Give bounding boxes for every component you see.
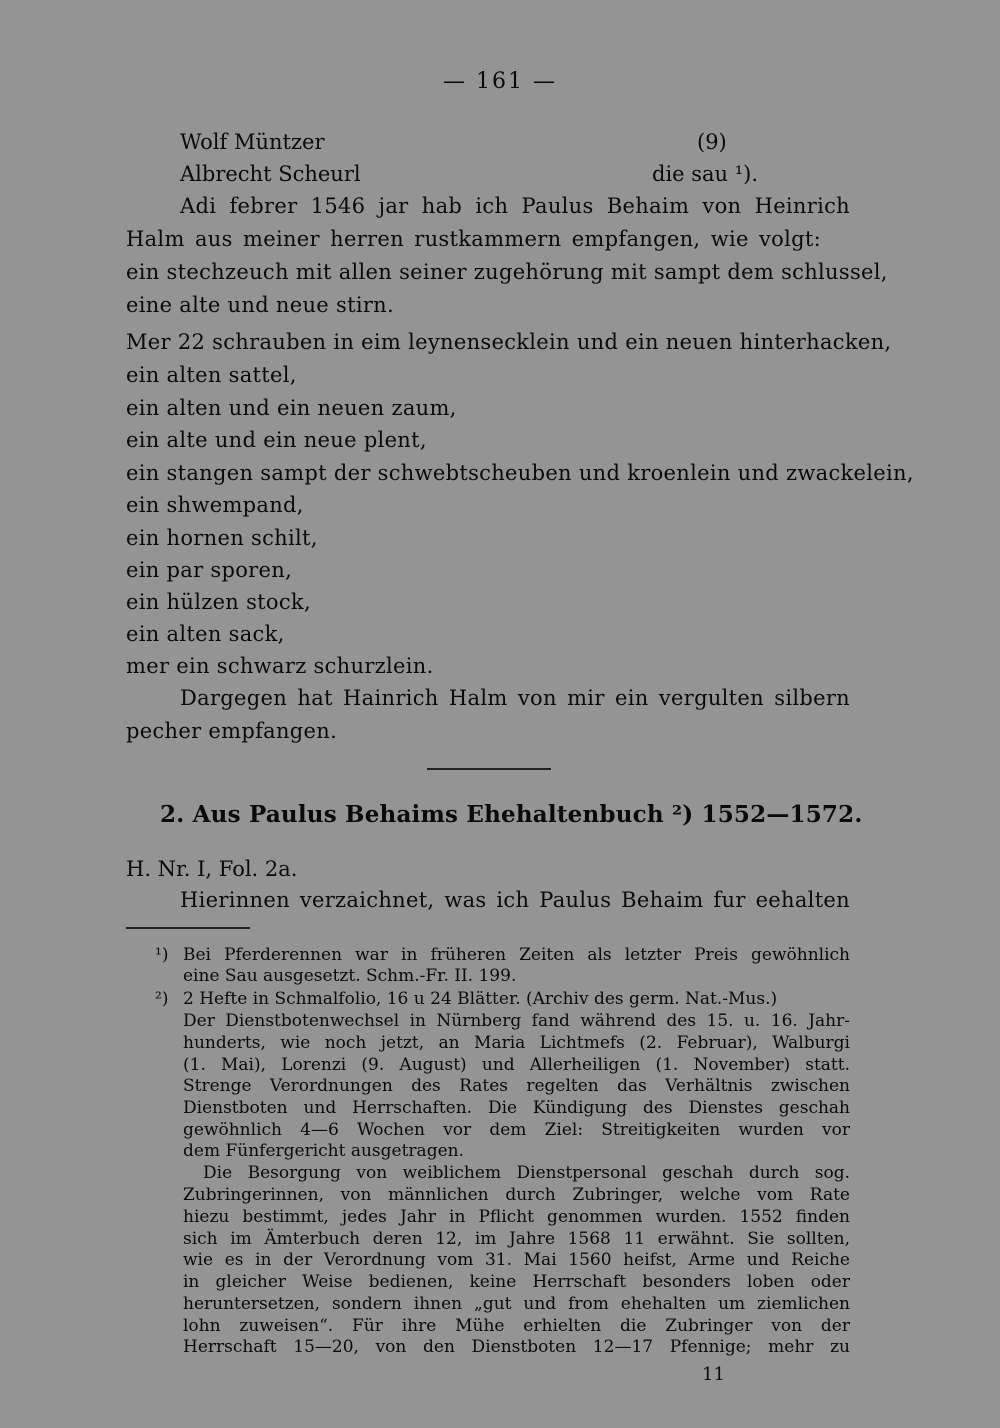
body-line: Adi febrer 1546 jar hab ich Paulus Behaim von Heinrich	[180, 194, 850, 218]
footnote-2-line: sich im Ämterbuch deren 12, im Jahre 1568 11 erwähnt. Sie sollten,	[183, 1229, 850, 1249]
body-line: eine alte und neue stirn.	[126, 293, 394, 317]
footnote-1-text: Bei Pferderennen war in früheren Zeiten als letzter Preis gewöhnlich	[183, 945, 850, 965]
body-line: ein alten sack,	[126, 622, 285, 646]
footnote-2-text: 2 Hefte in Schmalfolio, 16 u 24 Blätter. (Archiv des germ. Nat.-Mus.)	[183, 989, 778, 1009]
footnote-2-line: Der Dienstbotenwechsel in Nürnberg fand während des 15. u. 16. Jahr-	[183, 1011, 850, 1031]
section-divider	[427, 768, 551, 770]
footnote-2-line: hiezu bestimmt, jedes Jahr in Pflicht genommen wurden. 1552 finden	[183, 1207, 850, 1227]
footnote-2-line: Dienstboten und Herrschaften. Die Kündigung des Dienstes geschah	[183, 1098, 850, 1118]
body-line: pecher empfangen.	[126, 719, 338, 743]
body-line: ein hornen schilt,	[126, 526, 318, 550]
footnote-2-line: in gleicher Weise bedienen, keine Herrschaft besonders loben oder	[183, 1272, 850, 1292]
footnote-2-line: lohn zuweisen“. Für ihre Mühe erhielten die Zubringer von der	[183, 1316, 850, 1336]
footnote-1-line: eine Sau ausgesetzt. Schm.-Fr. II. 199.	[183, 966, 517, 986]
footnote-2-line: Zubringerinnen, von männlichen durch Zubringer, welche vom Rate	[183, 1185, 850, 1205]
intro-line: Hierinnen verzaichnet, was ich Paulus Behaim fur eehalten	[180, 888, 850, 912]
signature-mark: 11	[702, 1364, 725, 1385]
entry-right-2: die sau ¹).	[652, 162, 759, 186]
body-line: Halm aus meiner herren rustkammern empfangen, wie volgt:	[126, 227, 821, 251]
footnote-2-mark: ²)	[155, 989, 169, 1009]
footnote-rule	[126, 927, 250, 929]
body-line: ein alten und ein neuen zaum,	[126, 396, 457, 420]
footnote-2-line: Die Besorgung von weiblichem Dienstpersonal geschah durch sog.	[203, 1163, 850, 1183]
footnote-2-line: Herrschaft 15—20, von den Dienstboten 12—17 Pfennige; mehr zu	[183, 1337, 850, 1357]
footnote-2-line: dem Fünfergericht ausgetragen.	[183, 1141, 464, 1161]
footnote-2-line: heruntersetzen, sondern ihnen „gut und from ehehalten um ziemlichen	[183, 1294, 850, 1314]
body-line: ein alte und ein neue plent,	[126, 428, 427, 452]
body-line: ein shwempand,	[126, 493, 304, 517]
footnote-2-line	[155, 989, 850, 1010]
body-line: ein stechzeuch mit allen seiner zugehörung mit sampt dem schlussel,	[126, 260, 888, 284]
section-heading: 2. Aus Paulus Behaims Ehehaltenbuch ²) 1552—1572.	[160, 801, 863, 828]
footnote-2-line: gewöhnlich 4—6 Wochen vor dem Ziel: Streitigkeiten wurden vor	[183, 1120, 850, 1140]
footnote-1-line	[155, 945, 850, 966]
body-line: ein par sporen,	[126, 558, 293, 582]
body-line: Mer 22 schrauben in eim leynensecklein und ein neuen hinterhacken,	[126, 330, 892, 354]
entry-left-2: Albrecht Scheurl	[180, 162, 361, 186]
body-line: Dargegen hat Hainrich Halm von mir ein vergulten silbern	[180, 686, 850, 710]
footnote-1-mark: ¹)	[155, 945, 169, 965]
body-line: mer ein schwarz schurzlein.	[126, 654, 434, 678]
footnote-2-line: Strenge Verordnungen des Rates regelten das Verhältnis zwischen	[183, 1076, 850, 1096]
body-line: ein hülzen stock,	[126, 590, 311, 614]
footnote-2-line: (1. Mai), Lorenzi (9. August) und Allerheiligen (1. November) statt.	[183, 1055, 850, 1075]
entry-left-1: Wolf Müntzer	[180, 130, 325, 154]
footnote-2-line: wie es in der Verordnung vom 31. Mai 1560 heifst, Arme und Reiche	[183, 1250, 850, 1270]
page-number: — 161 —	[443, 69, 557, 94]
body-line: ein stangen sampt der schwebtscheuben und kroenlein und zwackelein,	[126, 461, 914, 485]
reference-line: H. Nr. I, Fol. 2a.	[126, 857, 298, 881]
entry-right-1: (9)	[697, 130, 727, 154]
footnote-2-line: hunderts, wie noch jetzt, an Maria Lichtmefs (2. Februar), Walburgi	[183, 1033, 850, 1053]
body-line: ein alten sattel,	[126, 363, 297, 387]
